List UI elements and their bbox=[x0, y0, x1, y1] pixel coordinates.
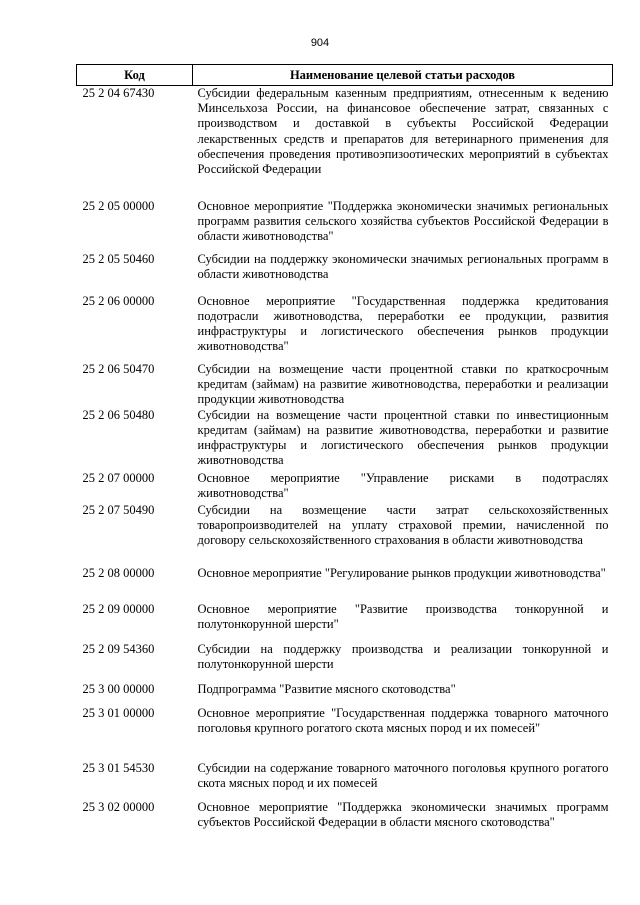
row-code: 25 2 05 50460 bbox=[82, 251, 155, 266]
row-code: 25 2 08 00000 bbox=[82, 565, 155, 580]
row-name: Субсидии на содержание товарного маточного поголовья крупного рогатого скота мясных пород и их помесей bbox=[197, 760, 609, 790]
row-code: 25 2 09 00000 bbox=[82, 601, 155, 616]
table-row bbox=[77, 642, 613, 682]
row-code: 25 2 05 00000 bbox=[82, 198, 155, 213]
row-code: 25 3 01 54530 bbox=[82, 760, 155, 775]
page-number: 904 bbox=[310, 37, 330, 49]
table-row bbox=[77, 566, 613, 602]
table-row bbox=[77, 682, 613, 706]
table-row bbox=[77, 761, 613, 800]
row-name: Субсидии на возмещение части процентной ставки по инвестиционным кредитам (займам) на развитие животноводства, переработки и развитие инфраструктуры и логистического обеспечения рынков продукции животноводства bbox=[197, 407, 609, 468]
table-row bbox=[77, 199, 613, 252]
row-name: Основное мероприятие "Государственная поддержка товарного маточного поголовья крупного рогатого скота мясных пород и их помесей" bbox=[197, 705, 609, 735]
row-code: 25 2 06 00000 bbox=[82, 293, 155, 308]
row-code: 25 3 01 00000 bbox=[82, 705, 155, 720]
header-name: Наименование целевой статьи расходов bbox=[193, 65, 613, 86]
table-row bbox=[77, 706, 613, 761]
row-code: 25 2 04 67430 bbox=[82, 86, 155, 100]
header-code: Код bbox=[77, 65, 193, 86]
table-row bbox=[77, 252, 613, 294]
row-name: Субсидии на поддержку производства и реализации тонкорунной и полутонкорунной шерсти bbox=[197, 641, 609, 671]
row-name: Основное мероприятие "Управление рисками в подотраслях животноводства" bbox=[197, 470, 609, 500]
row-code: 25 2 07 50490 bbox=[82, 502, 155, 517]
row-name: Основное мероприятие "Развитие производства тонкорунной и полутонкорунной шерсти" bbox=[197, 601, 609, 631]
row-code: 25 2 07 00000 bbox=[82, 470, 155, 485]
table-row bbox=[77, 408, 613, 471]
row-name: Основное мероприятие "Государственная поддержка кредитования подотрасли животноводства, переработки ее продукции, развития инфраструктуры и логистического обеспечения рынков продукции животноводства" bbox=[197, 293, 609, 354]
row-name: Основное мероприятие "Поддержка экономически значимых программ субъектов Российской Федерации в области мясного скотоводства" bbox=[197, 799, 609, 829]
row-name: Основное мероприятие "Поддержка экономически значимых региональных программ развития сельского хозяйства субъектов Российской Федерации в области животноводства" bbox=[197, 198, 609, 243]
table-row bbox=[77, 800, 613, 848]
row-name: Субсидии федеральным казенным предприятиям, отнесенным к ведению Минсельхоза России, на финансовое обеспечение затрат, связанных с производством и доставкой в субъекты Российской Федерации лекарственных средств и препаратов для ветеринарного применения для обеспечения проведения противоэпизоотических мероприятий в субъектах Российской Федерации bbox=[197, 86, 609, 177]
row-name: Подпрограмма "Развитие мясного скотоводства" bbox=[197, 681, 456, 696]
row-name: Субсидии на возмещение части затрат сельскохозяйственных товаропроизводителей на уплату страховой премии, начисленной по договору сельскохозяйственного страхования в области животноводства bbox=[197, 502, 609, 547]
table-row bbox=[77, 362, 613, 408]
table-row bbox=[77, 602, 613, 642]
row-name: Основное мероприятие "Регулирование рынков продукции животноводства" bbox=[197, 565, 606, 580]
row-code: 25 3 00 00000 bbox=[82, 681, 155, 696]
row-code: 25 2 06 50470 bbox=[82, 361, 155, 376]
table-row bbox=[77, 86, 613, 199]
row-name: Субсидии на поддержку экономически значимых региональных программ в области животноводства bbox=[197, 251, 609, 281]
table-row bbox=[77, 294, 613, 362]
table-row bbox=[77, 503, 613, 566]
row-code: 25 3 02 00000 bbox=[82, 799, 155, 814]
row-code: 25 2 09 54360 bbox=[82, 641, 155, 656]
row-name: Субсидии на возмещение части процентной ставки по краткосрочным кредитам (займам) на развитие животноводства, переработки и реализации продукции животноводства bbox=[197, 361, 609, 406]
budget-classification-table bbox=[76, 64, 613, 848]
row-code: 25 2 06 50480 bbox=[82, 407, 155, 422]
table-row bbox=[77, 471, 613, 503]
table-header-row bbox=[77, 65, 613, 86]
